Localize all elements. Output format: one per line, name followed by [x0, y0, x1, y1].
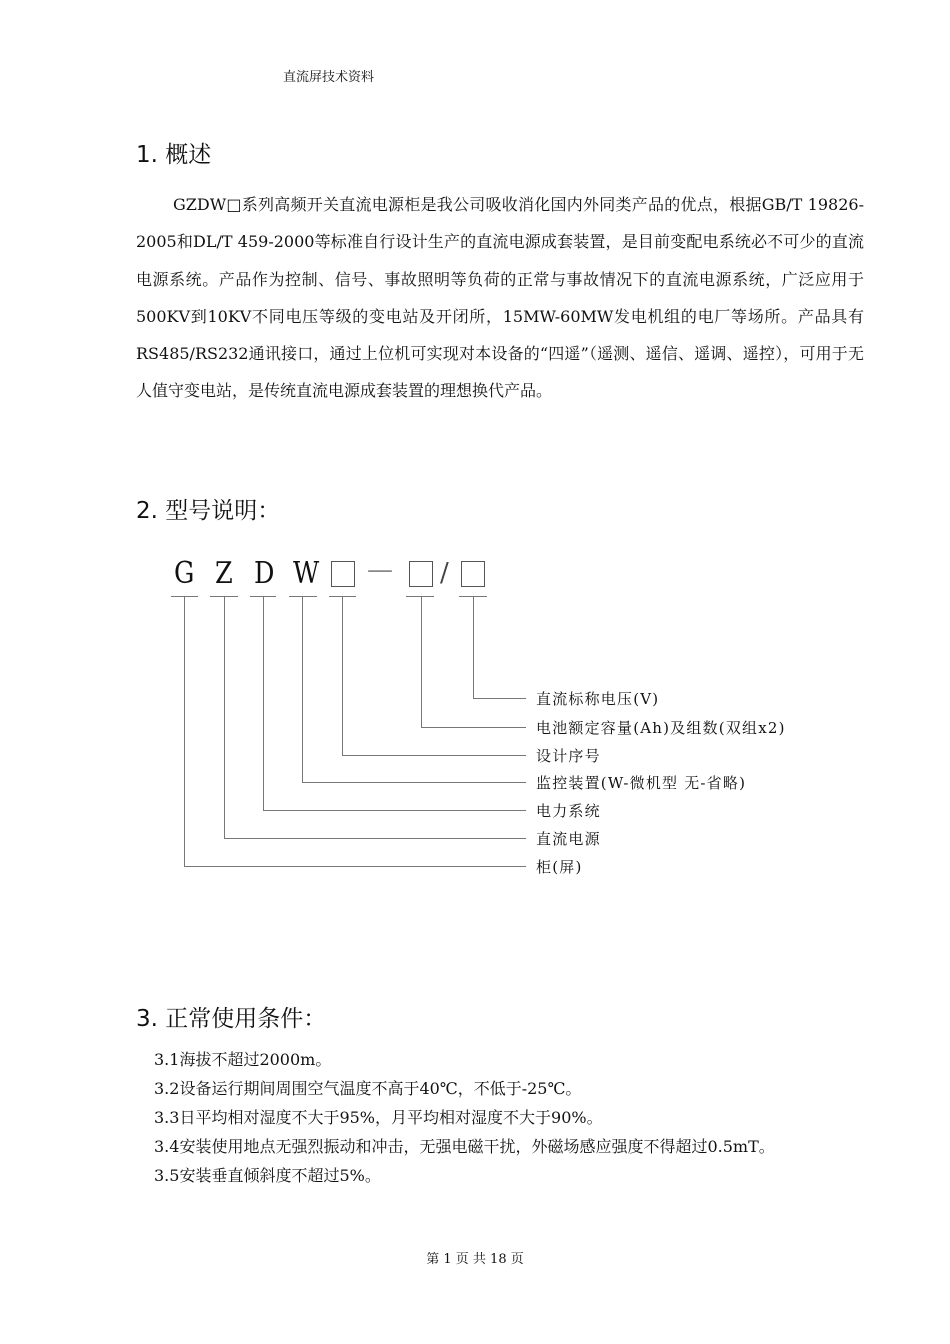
label-nominal-voltage: 直流标称电压(V): [536, 690, 660, 708]
page-footer: 第 1 页 共 18 页: [426, 1252, 524, 1267]
label-monitoring-device: 监控装置(W-微机型 无-省略): [536, 774, 747, 792]
code-letter-d: D: [254, 556, 275, 591]
code-letter-z: Z: [215, 556, 233, 591]
code-separator: —: [367, 555, 393, 585]
document-header: 直流屏技术资料: [283, 70, 375, 85]
section1-heading: 1. 概述: [136, 142, 212, 168]
section2-heading: 2. 型号说明：: [136, 498, 281, 524]
condition-item: 3.4安装使用地点无强烈振动和冲击，无强电磁干扰，外磁场感应强度不得超过0.5mT。: [154, 1137, 775, 1156]
condition-item: 3.3日平均相对湿度不大于95%，月平均相对湿度不大于90%。: [154, 1108, 603, 1127]
overview-text: GZDW□系列高频开关直流电源柜是我公司吸收消化国内外同类产品的优点，根据GB/T 19826-2005和DL/T 459-2000等标准自行设计生产的直流电源成套装置，是目前变配电系统必不可少的直流电源系统。产品作为控制、信号、事故照明等负荷的正常与事故情况下的直流电源系统，广泛应用于500KV到10KV不同电压等级的变电站及开闭所，15MW-60MW发电机组的电厂等场所。产品具有RS485/RS232通讯接口，通过上位机可实现对本设备的“四遥”（遥测、遥信、遥调、遥控），可用于无人值守变电站，是传统直流电源成套装置的理想换代产品。: [136, 195, 864, 401]
label-dc-power: 直流电源: [536, 830, 601, 848]
label-cabinet: 柜(屏): [536, 858, 583, 876]
conditions-list: [136, 1045, 864, 1190]
label-power-system: 电力系统: [536, 802, 601, 820]
code-letter-g: G: [174, 556, 195, 591]
condition-item: 3.5安装垂直倾斜度不超过5%。: [154, 1166, 381, 1185]
condition-item: 3.1海拔不超过2000m。: [154, 1050, 332, 1069]
label-battery-capacity: 电池额定容量(Ah)及组数(双组x2): [536, 719, 786, 737]
label-design-number: 设计序号: [536, 747, 601, 765]
code-letter-w: W: [293, 556, 320, 591]
code-slash: /: [440, 558, 449, 588]
condition-item: 3.2设备运行期间周围空气温度不高于40℃，不低于-25℃。: [154, 1079, 582, 1098]
section3-heading: 3. 正常使用条件：: [136, 1006, 327, 1032]
